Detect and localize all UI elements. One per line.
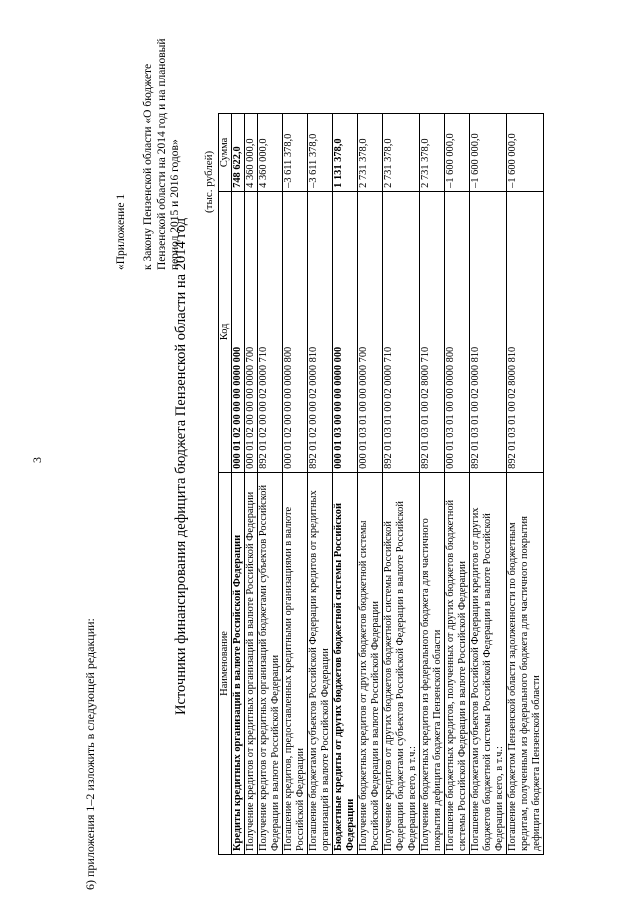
row-name: Погашение бюджетных кредитов, полученных от других бюджетов бюджетной системы Российской Федерации в валюте Российской Федерации	[445, 472, 470, 854]
row-code: 000 01 02 00 00 00 0000 000	[232, 191, 245, 472]
row-name: Получение бюджетных кредитов от других бюджетов бюджетной системы Российской Федерации в валюте Российской Федерации	[358, 472, 383, 854]
row-sum: 2 731 378,0	[383, 114, 420, 192]
row-sum: 2 731 378,0	[358, 114, 383, 192]
row-sum: 2 731 378,0	[420, 114, 445, 192]
row-code: 000 01 02 00 00 00 0000 800	[283, 191, 308, 472]
row-name: Погашение бюджетами субъектов Российской Федерации кредитов от других бюджетов бюджетной системы Российской Федерации в валюте Российской Федерации всего, в т.ч.:	[470, 472, 507, 854]
row-code: 000 01 03 01 00 00 0000 800	[445, 191, 470, 472]
financing-table	[218, 113, 544, 855]
table-row	[507, 114, 544, 855]
row-name: Получение бюджетных кредитов из федерального бюджета для частичного покрытия дефицита бюджета Пензенской области	[420, 472, 445, 854]
row-code: 000 01 03 01 00 00 0000 700	[358, 191, 383, 472]
row-code: 000 01 02 00 00 00 0000 700	[245, 191, 258, 472]
annex-line: «Приложение 1	[115, 193, 127, 270]
row-sum: 1 131 378,0	[333, 114, 358, 192]
table-body	[219, 114, 544, 855]
row-name: Получение кредитов от других бюджетов бюджетной системы Российской Федерации бюджетами субъектов Российской Федерации в валюте Российской Федерации всего, в т.ч.:	[383, 472, 420, 854]
table-row	[245, 114, 258, 855]
table-row	[470, 114, 507, 855]
row-code: 892 01 02 00 00 02 0000 810	[308, 191, 333, 472]
row-name: Погашение бюджетом Пензенской области задолженности по бюджетным кредитам, полученным из федерального бюджета для частичного покрытия дефицита бюджета Пензенской области	[507, 472, 544, 854]
unit-label: (тыс. рублей)	[203, 150, 215, 213]
annex-line: период 2015 и 2016 годов»	[169, 139, 181, 270]
row-sum: –3 611 378,0	[308, 114, 333, 192]
annex-line: Пензенской области на 2014 год и на плановый	[155, 38, 168, 270]
page-number: 3	[30, 457, 44, 463]
row-code: 892 01 03 01 00 02 8000 810	[507, 191, 544, 472]
row-name: Кредиты кредитных организаций в валюте Российской Федерации	[232, 472, 245, 854]
table-row	[283, 114, 308, 855]
row-sum: –3 611 378,0	[283, 114, 308, 192]
row-code: 892 01 03 01 00 02 0000 810	[470, 191, 507, 472]
header-code: Код	[219, 191, 232, 472]
row-sum: 4 360 000,0	[245, 114, 258, 192]
row-sum: 4 360 000,0	[258, 114, 283, 192]
row-name: Бюджетные кредиты от других бюджетов бюджетной системы Российской Федерации	[333, 472, 358, 854]
row-sum: –1 600 000,0	[470, 114, 507, 192]
table-row	[420, 114, 445, 855]
header-row	[219, 114, 232, 855]
table-row	[333, 114, 358, 855]
row-sum: –1 600 000,0	[445, 114, 470, 192]
table-row	[258, 114, 283, 855]
table-row	[358, 114, 383, 855]
row-name: Погашение бюджетами субъектов Российской Федерации кредитов от кредитных организаций в валюте Российской Федерации	[308, 472, 333, 854]
row-code: 000 01 03 00 00 00 0000 000	[333, 191, 358, 472]
table-row	[383, 114, 420, 855]
row-name: Получение кредитов от кредитных организаций в валюте Российской Федерации	[245, 472, 258, 854]
row-sum: 748 622,0	[232, 114, 245, 192]
table-row	[232, 114, 245, 855]
row-code: 892 01 03 01 00 02 0000 710	[383, 191, 420, 472]
header-name: Наименование	[219, 472, 232, 854]
table-row	[308, 114, 333, 855]
header-sum: Сумма	[219, 114, 232, 192]
document-title: Источники финансирования дефицита бюджета Пензенской области на 2014 год	[173, 217, 189, 715]
row-code: 892 01 02 00 00 02 0000 710	[258, 191, 283, 472]
intro-text: 6) приложения 1–2 изложить в следующей редакции:	[83, 618, 97, 890]
row-name: Получение кредитов от кредитных организаций бюджетами субъектов Российской Федерации в валюте Российской Федерации	[258, 472, 283, 854]
table-row	[445, 114, 470, 855]
annex-line: к Закону Пензенской области «О бюджете	[142, 63, 154, 270]
row-name: Погашение кредитов, предоставленных кредитными организациями в валюте Российской Федерации	[283, 472, 308, 854]
row-code: 892 01 03 01 00 02 8000 710	[420, 191, 445, 472]
annex-line	[129, 38, 143, 270]
row-sum: –1 600 000,0	[507, 114, 544, 192]
